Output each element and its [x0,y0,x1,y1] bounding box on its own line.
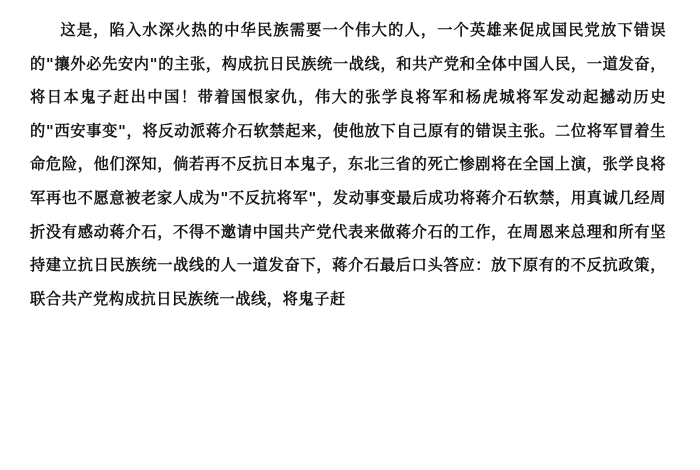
page-bottom-fade [0,444,700,470]
document-paragraph: 这是，陷入水深火热的中华民族需要一个伟大的人，一个英雄来促成国民党放下错误的"攘外必先安内"的主张，构成抗日民族统一战线，和共产党和全体中国人民，一道发奋，将日本鬼子赶出中国！带着国恨家仇，伟大的张学良将军和杨虎城将军发动起撼动历史的"西安事变"，将反动派蒋介石软禁起来，使他放下自己原有的错误主张。二位将军冒着生命危险，他们深知，倘若再不反抗日本鬼子，东北三省的死亡惨剧将在全国上演，张学良将军再也不愿意被老家人成为"不反抗将军"，发动事变最后成功将蒋介石软禁，用真诚几经周折没有感动蒋介石，不得不邀请中国共产党代表来做蒋介石的工作，在周恩来总理和所有坚持建立抗日民族统一战线的人一道发奋下，蒋介石最后口头答应：放下原有的不反抗政策，联合共产党构成抗日民族统一战线，将鬼子赶 [30,21,666,308]
